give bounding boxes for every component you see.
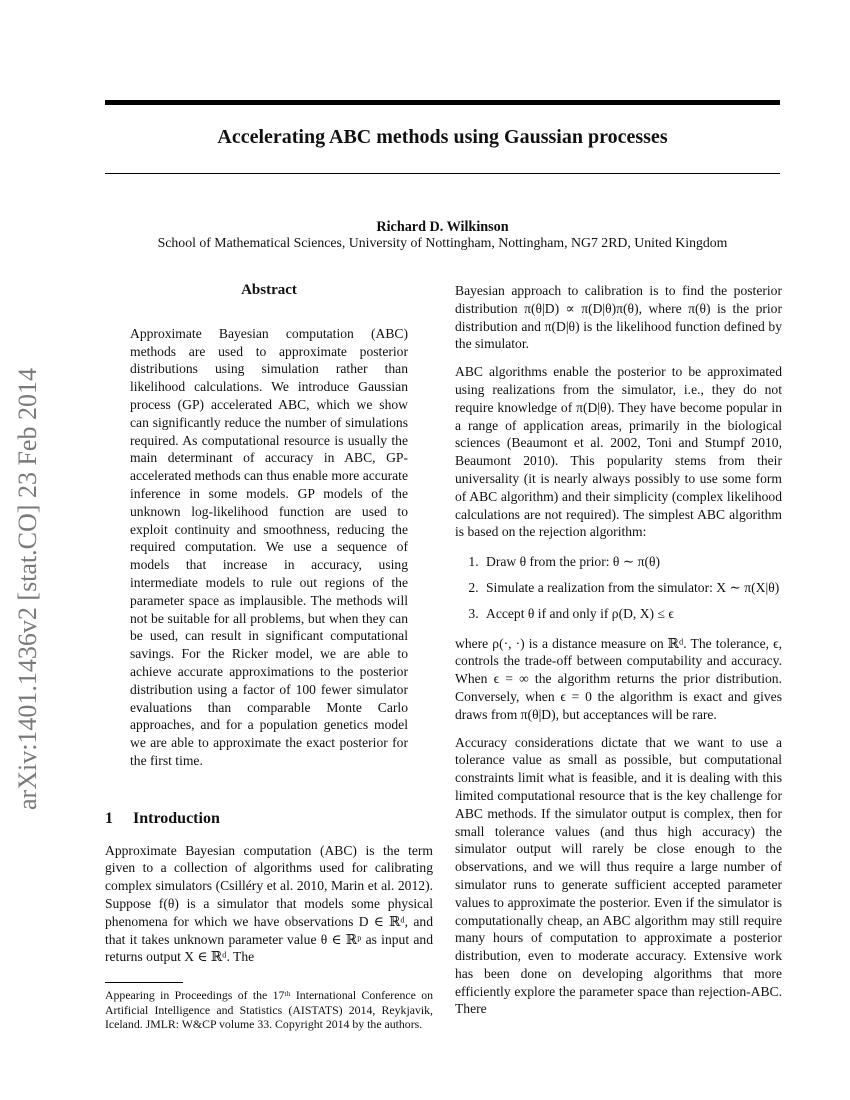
author-name: Richard D. Wilkinson	[376, 219, 509, 235]
title-rule-top	[105, 100, 780, 105]
paragraph-tolerance: where ρ(·, ·) is a distance measure on ℝᵈ. The tolerance, ϵ, controls the trade-off between computability and accuracy. When ϵ = ∞ the algorithm returns the prior distribution. Conversely, when ϵ = 0 the algorithm is exact and gives draws from π(θ|D), but acceptances will be rare.	[455, 635, 782, 722]
title-rule-bottom	[105, 173, 780, 174]
paragraph-accuracy: Accuracy considerations dictate that we want to use a tolerance value as small as possible, but computational constraints limit what is feasible, and it is dealing with this limited computational resource that is the key challenge for ABC methods. If the simulator output is complex, then for small tolerance values (and thus high accuracy) the simulator output will rarely be close enough to the observations, and we will thus require a large number of simulator runs to generate sufficient accepted parameter values to approximate the posterior. Even if the simulator is computationally cheap, an ABC algorithm may still require many hours of computation to approximate a posterior distribution, even to moderate accuracy. Extensive work has been done on developing algorithms that more efficiently explore the parameter space than rejection-ABC. There	[455, 734, 782, 1017]
section-title: Introduction	[133, 809, 220, 827]
intro-paragraph: Approximate Bayesian computation (ABC) is the term given to a collection of algorithms used for calibrating complex simulators (Csilléry et al. 2010, Marin et al. 2012). Suppose f(θ) is a simulator that models some physical phenomena for which we have observations D ∈ ℝᵈ, and that it takes unknown parameter value θ ∈ ℝᵖ as input and returns output X ∈ ℝᵈ. The	[105, 842, 433, 965]
right-column	[455, 282, 782, 1018]
paragraph-abc-algorithms: ABC algorithms enable the posterior to be approximated using realizations from the simulator, i.e., they do not require knowledge of π(D|θ). They have become popular in a range of application areas, primarily in the biological sciences (Beaumont et al. 2002, Toni and Stumpf 2010, Beaumont 2010). This popularity stems from their universality (it is nearly always possibly to use some form of ABC algorithm) and their simplicity (complex likelihood calculations are not required). The simplest ABC algorithm is based on the rejection algorithm:	[455, 364, 782, 540]
author-affiliation: School of Mathematical Sciences, University of Nottingham, Nottingham, NG7 2RD, United Kingdom	[157, 235, 728, 250]
arxiv-stamp: arXiv:1401.1436v2 [stat.CO] 23 Feb 2014	[13, 368, 42, 810]
abstract-body: Approximate Bayesian computation (ABC) methods are used to approximate posterior distributions using simulation rather than likelihood calculations. We introduce Gaussian process (GP) accelerated ABC, which we show can significantly reduce the number of simulations required. As computational resource is usually the main determinant of accuracy in ABC, GP-accelerated methods can thus enable more accurate inference in some models. GP models of the unknown log-likelihood function are used to exploit continuity and smoothness, reducing the required computation. We use a sequence of models that increase in accuracy, using intermediate models to rule out regions of the parameter space as implausible. The methods will not be suitable for all problems, but when they can be used, can result in significant computational savings. For the Ricker model, we are able to achieve accurate approximations to the posterior distribution using a factor of 100 fewer simulator evaluations than comparable Monte Carlo approaches, and for a population genetics model we are able to approximate the exact posterior for the first time.	[130, 325, 408, 768]
algorithm-step: 3. Accept θ if and only if ρ(D, X) ≤ ϵ	[482, 605, 782, 623]
abstract-heading: Abstract	[241, 282, 297, 298]
rejection-algorithm-steps	[455, 553, 782, 622]
algorithm-step: 2. Simulate a realization from the simulator: X ∼ π(X|θ)	[482, 579, 782, 597]
paper-title: Accelerating ABC methods using Gaussian processes	[217, 126, 668, 148]
section-heading-introduction	[105, 810, 433, 828]
footnote: Appearing in Proceedings of the 17ᵗʰ International Conference on Artificial Intelligence and Statistics (AISTATS) 2014, Reykjavik, Iceland. JMLR: W&CP volume 33. Copyright 2014 by the authors.	[105, 988, 433, 1032]
left-column	[105, 282, 433, 1032]
footnote-rule	[105, 982, 183, 983]
paragraph-bayesian: Bayesian approach to calibration is to find the posterior distribution π(θ|D) ∝ π(D|θ)π(θ), where π(θ) is the prior distribution and π(D|θ) is the likelihood function defined by the simulator.	[455, 283, 782, 352]
algorithm-step: 1. Draw θ from the prior: θ ∼ π(θ)	[482, 553, 782, 571]
section-number: 1	[105, 809, 113, 827]
